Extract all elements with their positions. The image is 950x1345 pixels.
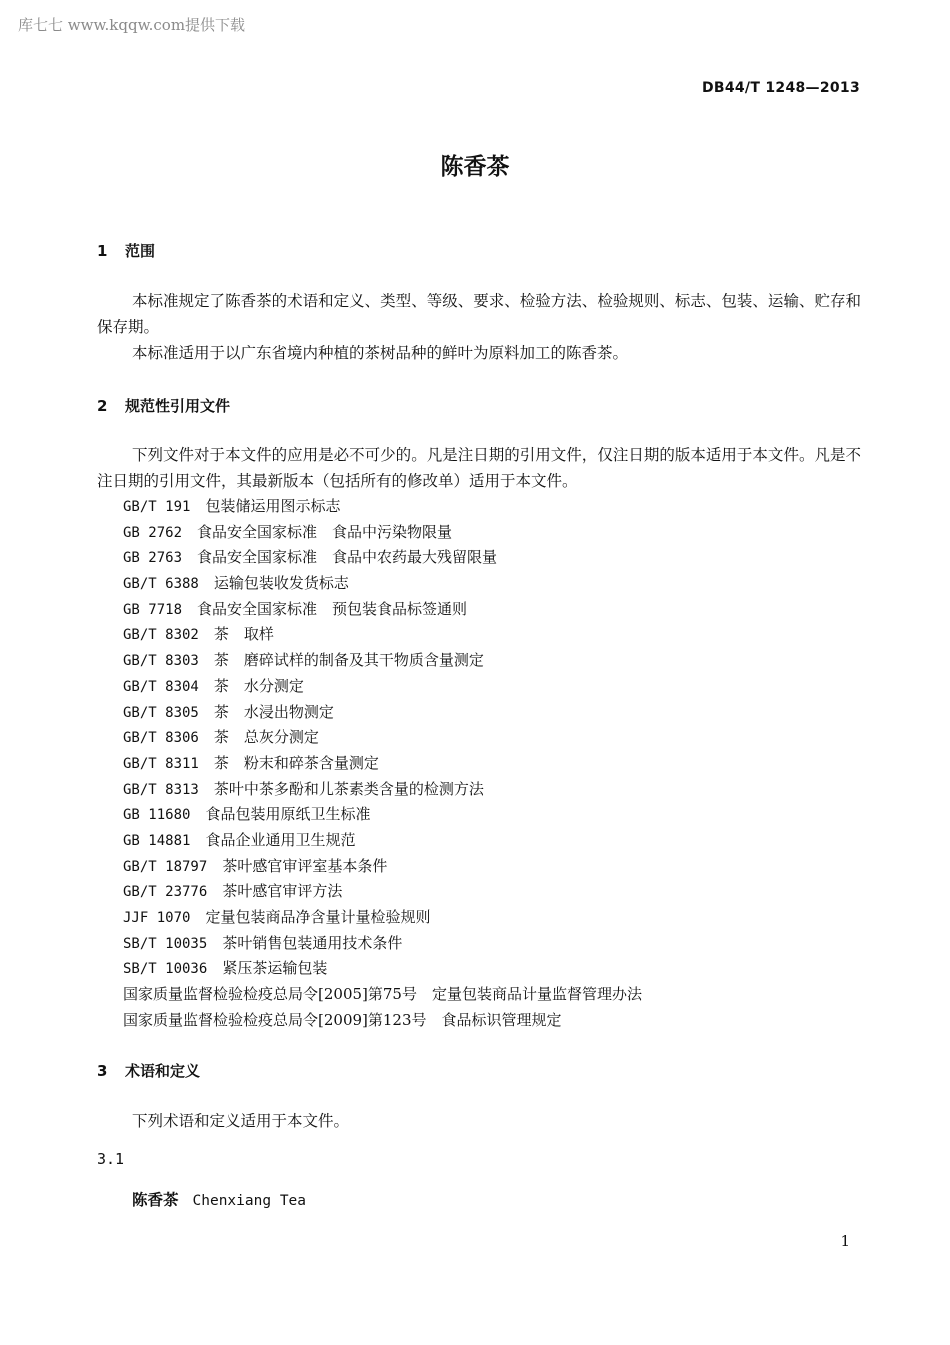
reference-code: GB/T 8304: [123, 678, 199, 695]
reference-code: JJF 1070: [123, 910, 191, 926]
reference-code: GB/T 8306: [123, 730, 199, 747]
reference-title: 茶 水浸出物测定: [213, 702, 334, 721]
list-item: [123, 751, 642, 777]
list-item: [123, 597, 642, 623]
section-3-heading: [97, 1060, 200, 1081]
reference-title: 茶 总灰分测定: [213, 728, 319, 747]
reference-title: 茶 取样: [213, 625, 274, 644]
reference-title: 食品包装用原纸卫生标准: [205, 805, 371, 824]
reference-code: GB/T 6388: [123, 576, 199, 593]
reference-title: 茶叶销售包装通用技术条件: [222, 933, 403, 952]
reference-code: GB/T 18797: [123, 858, 208, 875]
section-title: 范围: [125, 242, 156, 260]
list-item: [123, 956, 642, 982]
references-intro: 下列文件对于本文件的应用是必不可少的。凡是注日期的引用文件，仅注日期的版本适用于本文件。凡是不注日期的引用文件，其最新版本（包括所有的修改单）适用于本文件。: [97, 446, 861, 490]
scope-paragraph-1: 本标准规定了陈香茶的术语和定义、类型、等级、要求、检验方法、检验规则、标志、包装、运输、贮存和保存期。: [97, 292, 861, 336]
section-title: 规范性引用文件: [125, 397, 231, 415]
document-title: 陈香茶: [440, 154, 510, 180]
reference-code: GB 7718: [123, 601, 183, 618]
list-item: [123, 622, 642, 648]
subsection-number: 3.1: [97, 1150, 125, 1168]
list-item: [123, 828, 642, 854]
term-english: Chenxiang Tea: [192, 1193, 307, 1209]
reference-title: 食品标识管理规定: [441, 1010, 562, 1029]
reference-title: 茶 粉末和碎茶含量测定: [213, 753, 379, 772]
reference-title: 紧压茶运输包装: [222, 959, 328, 978]
reference-code: GB/T 191: [123, 499, 191, 515]
reference-code: GB 14881: [123, 832, 191, 849]
reference-code: SB/T 10035: [123, 935, 208, 952]
reference-code: GB 11680: [123, 807, 191, 824]
reference-code: GB/T 8313: [123, 781, 199, 798]
reference-code: 国家质量监督检验检疫总局令[2005]第75号: [123, 985, 417, 1004]
reference-title: 食品安全国家标准 食品中污染物限量: [197, 522, 453, 541]
list-item: [123, 648, 642, 674]
list-item: [123, 571, 642, 597]
reference-title: 运输包装收发货标志: [213, 574, 349, 593]
reference-code: GB/T 8311: [123, 755, 199, 772]
section-title: 术语和定义: [125, 1062, 201, 1080]
reference-code: GB 2762: [123, 524, 183, 541]
terms-intro: 下列术语和定义适用于本文件。: [132, 1112, 350, 1130]
reference-title: 茶叶感官审评方法: [222, 882, 343, 901]
reference-list: [123, 494, 642, 1033]
term-entry: [132, 1188, 306, 1210]
reference-title: 茶叶感官审评室基本条件: [222, 856, 388, 875]
standard-number: DB44/T 1248—2013: [701, 80, 860, 96]
reference-title: 茶 磨碎试样的制备及其干物质含量测定: [213, 651, 484, 670]
list-item: [123, 674, 642, 700]
section-2-heading: [97, 395, 230, 416]
reference-code: GB 2763: [123, 550, 183, 567]
list-item: [123, 802, 642, 828]
reference-code: GB/T 8303: [123, 653, 199, 670]
reference-title: 食品安全国家标准 预包装食品标签通则: [197, 599, 468, 618]
scope-paragraph-2: 本标准适用于以广东省境内种植的茶树品种的鲜叶为原料加工的陈香茶。: [132, 344, 629, 362]
reference-code: GB/T 23776: [123, 884, 208, 901]
list-item: [123, 520, 642, 546]
reference-code: SB/T 10036: [123, 961, 208, 978]
reference-title: 食品安全国家标准 食品中农药最大残留限量: [197, 548, 498, 567]
list-item: [123, 545, 642, 571]
reference-title: 定量包装商品计量监督管理办法: [431, 985, 642, 1004]
watermark-text: 库七七 www.kqqw.com提供下载: [18, 16, 246, 34]
reference-title: 定量包装商品净含量计量检验规则: [205, 908, 431, 926]
list-item: [123, 700, 642, 726]
reference-code: GB/T 8305: [123, 704, 199, 721]
list-item: [123, 879, 642, 905]
section-number: 3: [97, 1062, 108, 1080]
reference-title: 包装储运用图示标志: [205, 497, 341, 515]
list-item: [123, 982, 642, 1008]
reference-code: 国家质量监督检验检疫总局令[2009]第123号: [123, 1010, 427, 1029]
list-item: [123, 854, 642, 880]
reference-title: 茶 水分测定: [213, 676, 304, 695]
reference-title: 食品企业通用卫生规范: [205, 830, 356, 849]
reference-code: GB/T 8302: [123, 627, 199, 644]
list-item: [123, 905, 642, 931]
list-item: [123, 777, 642, 803]
page-number: 1: [840, 1232, 850, 1250]
list-item: [123, 725, 642, 751]
section-number: 1: [97, 242, 108, 260]
list-item: [123, 1008, 642, 1034]
list-item: [123, 931, 642, 957]
section-number: 2: [97, 397, 108, 415]
term-chinese: 陈香茶: [132, 1191, 179, 1209]
section-1-heading: [97, 240, 155, 261]
list-item: [123, 494, 642, 520]
reference-title: 茶叶中茶多酚和儿茶素类含量的检测方法: [213, 779, 484, 798]
